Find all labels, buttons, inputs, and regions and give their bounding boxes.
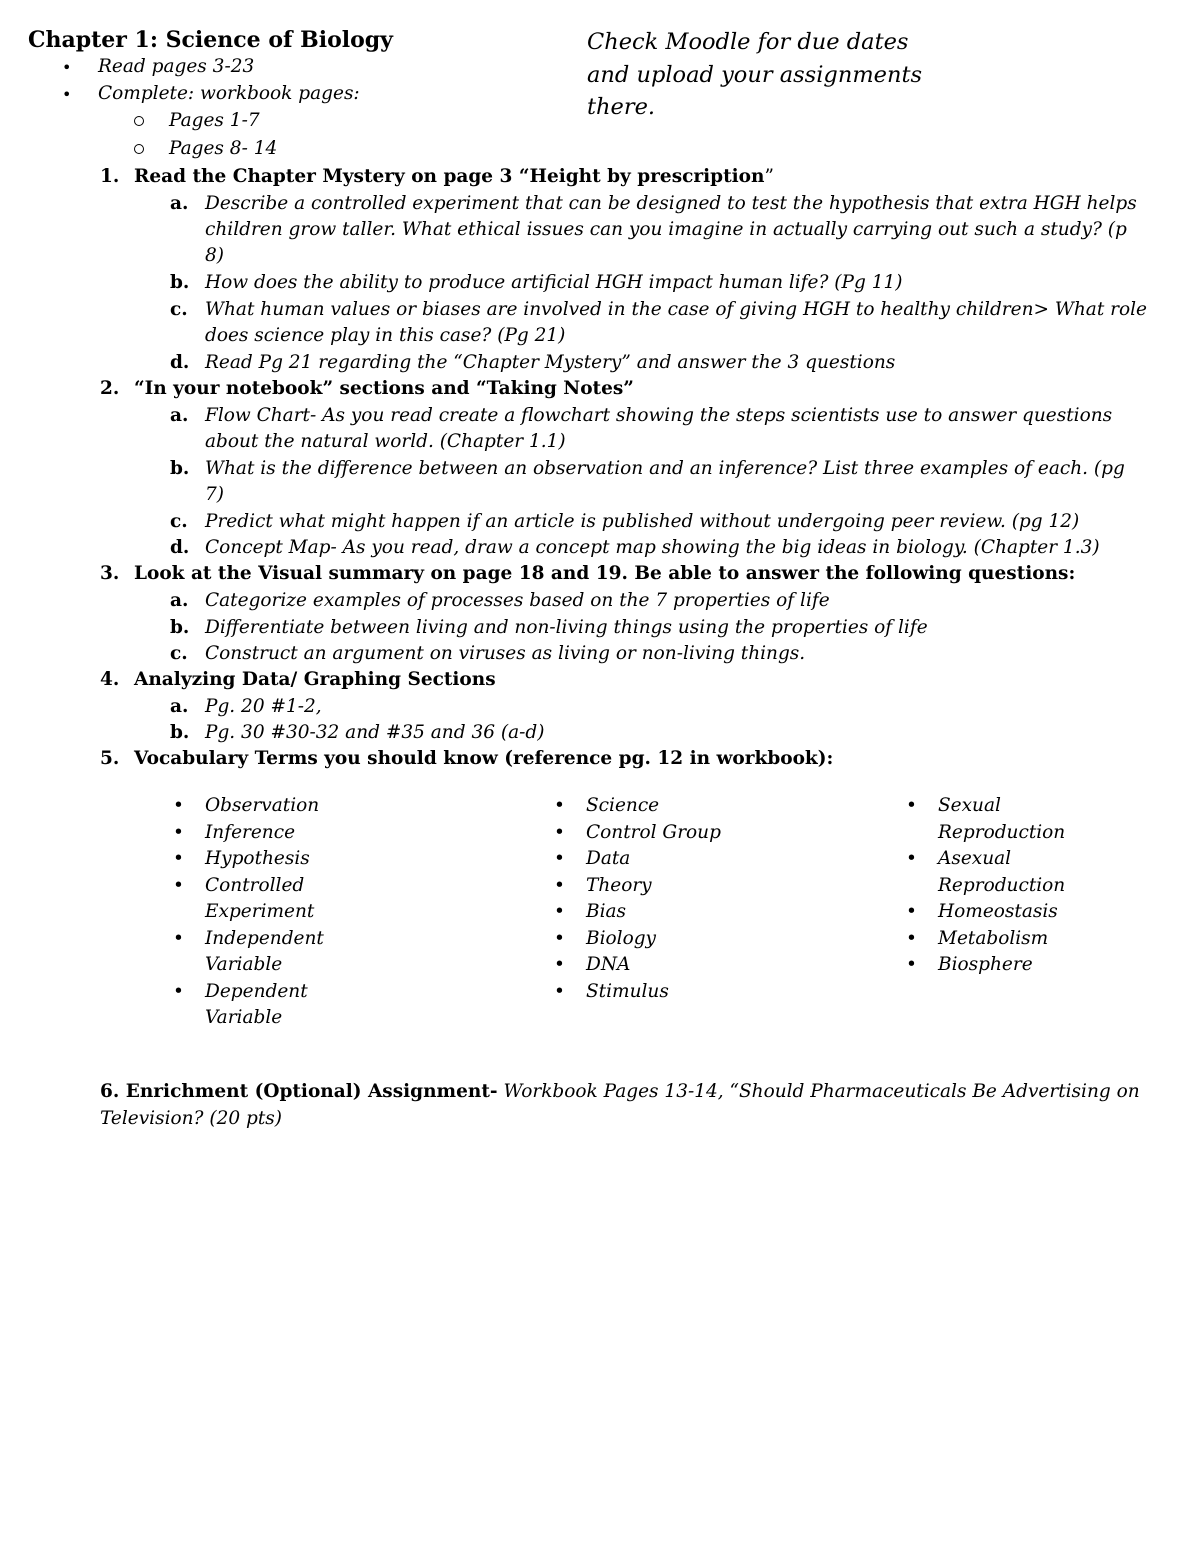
bullet-icon: • — [554, 927, 565, 949]
bullet-icon: • — [554, 874, 565, 896]
item-letter: a. — [170, 405, 189, 426]
item-text-line: 7) — [205, 484, 224, 505]
vocab-term — [173, 926, 324, 979]
section-title: Vocabulary Terms you should know (reference pg. 12 in workbook): — [134, 748, 834, 769]
vocab-term-text: Experiment — [205, 901, 315, 922]
item-letter: c. — [170, 299, 188, 320]
item-text-line: Pg. 20 #1-2, — [205, 696, 322, 717]
vocab-term — [554, 979, 721, 1006]
vocab-term-text: Metabolism — [938, 927, 1049, 949]
item-text-line: Construct an argument on viruses as living or non-living things. — [205, 643, 806, 664]
item-letter: b. — [170, 272, 190, 293]
bullet-icon: • — [906, 848, 917, 869]
vocab-term-text: Sexual — [938, 795, 1001, 816]
vocab-column-1 — [173, 793, 324, 1032]
item-text-line: How does the ability to produce artificial HGH impact human life? (Pg 11) — [205, 272, 903, 293]
vocab-term-text: Theory — [586, 874, 652, 896]
vocab-column-2 — [554, 793, 721, 1005]
vocab-term-text: Observation — [205, 795, 320, 816]
vocab-term — [554, 820, 721, 847]
vocab-term-text: Biology — [586, 927, 656, 949]
vocab-term — [173, 793, 324, 820]
item-text-line: Flow Chart- As you read create a flowchart showing the steps scientists use to answer questions — [205, 405, 1113, 426]
item-text-line: Concept Map- As you read, draw a concept map showing the big ideas in biology. (Chapter 1.3) — [205, 537, 1100, 558]
enrichment-text: Television? (20 pts) — [100, 1107, 282, 1129]
bullet-icon: • — [173, 927, 184, 949]
vocab-term-text: Homeostasis — [938, 901, 1058, 922]
vocab-term — [554, 793, 721, 820]
bullet-icon: • — [554, 821, 565, 843]
section-title: Look at the Visual summary on page 18 and 19. Be able to answer the following questions: — [134, 563, 1076, 584]
section-number: 3. — [100, 563, 120, 584]
enrichment-text: Workbook Pages 13-14, “Should Pharmaceuticals Be Advertising on — [497, 1081, 1140, 1102]
vocab-term — [906, 846, 1066, 899]
item-letter: c. — [170, 643, 188, 664]
vocab-term-text: DNA — [586, 954, 631, 975]
vocab-term-text: Variable — [205, 954, 283, 975]
intro-pages-1: Pages 1-7 — [169, 110, 260, 131]
bullet-icon: • — [554, 980, 565, 1002]
item-text-line: Pg. 30 #30-32 and #35 and 36 (a-d) — [205, 722, 545, 743]
vocab-term — [906, 899, 1065, 926]
vocab-term-text: Bias — [586, 901, 627, 922]
vocab-column-3 — [906, 793, 1066, 979]
vocab-term — [173, 820, 324, 847]
item-text-line: children grow taller. What ethical issues can you imagine in actually carrying out such a study? (p — [205, 219, 1127, 240]
item-text-line: 8) — [205, 245, 224, 266]
item-letter: d. — [170, 352, 190, 373]
item-text-line: does science play in this case? (Pg 21) — [205, 325, 566, 346]
circle-bullet-icon — [134, 116, 144, 126]
bullet-icon: • — [173, 795, 184, 816]
vocab-term — [906, 926, 1065, 953]
bullet-icon: • — [554, 954, 565, 975]
vocab-term — [554, 873, 721, 900]
section-number: 5. — [100, 748, 120, 769]
enrichment-label: 6. Enrichment (Optional) Assignment- — [100, 1081, 498, 1102]
item-letter: c. — [170, 511, 188, 532]
bullet-icon: • — [173, 874, 184, 896]
vocab-term-text: Reproduction — [938, 821, 1066, 843]
vocab-term — [173, 873, 324, 926]
vocab-term-text: Biosphere — [938, 954, 1033, 975]
vocab-term — [173, 846, 324, 873]
section-number: 2. — [100, 378, 120, 399]
bullet-icon: • — [554, 795, 565, 816]
vocab-term-text: Stimulus — [586, 980, 669, 1002]
vocab-term-text: Variable — [205, 1007, 283, 1028]
bullet-icon: • — [554, 901, 565, 922]
vocab-term — [554, 899, 721, 926]
item-letter: a. — [170, 590, 189, 611]
item-text-line: Describe a controlled experiment that can be designed to test the hypothesis that extra HGH helps — [205, 193, 1137, 214]
section-number: 4. — [100, 669, 120, 690]
vocab-term — [906, 793, 1066, 846]
vocab-term-text: Dependent — [205, 980, 308, 1002]
bullet-icon: • — [906, 901, 917, 922]
vocab-term-text: Science — [586, 795, 660, 816]
vocab-term — [554, 926, 721, 953]
intro-read: Read pages 3-23 — [98, 56, 255, 77]
item-text-line: Categorize examples of processes based on the 7 properties of life — [205, 590, 830, 611]
vocab-term — [554, 952, 721, 979]
section-title: “In your notebook” sections and “Taking Notes” — [134, 378, 634, 399]
page-title: Chapter 1: Science of Biology — [28, 27, 393, 53]
item-letter: a. — [170, 696, 189, 717]
bullet-icon: • — [906, 795, 917, 816]
moodle-note: Check Moodle for due dates and upload your assignments there. — [587, 29, 923, 120]
item-letter: b. — [170, 722, 190, 743]
bullet-icon: • — [173, 980, 184, 1002]
circle-bullet-icon — [134, 144, 144, 154]
bullet-icon: • — [62, 85, 72, 104]
vocab-term-text: Hypothesis — [205, 848, 310, 869]
intro-pages-2: Pages 8- 14 — [169, 138, 278, 159]
section-title: Analyzing Data/ Graphing Sections — [134, 669, 496, 690]
enrichment-assignment — [100, 1079, 1160, 1132]
vocab-term-text: Data — [586, 848, 631, 869]
vocab-term-text: Independent — [205, 927, 324, 949]
item-text-line: Predict what might happen if an article is published without undergoing peer review. (pg 12) — [205, 511, 1080, 532]
vocab-term-text: Controlled — [205, 874, 305, 896]
item-letter: d. — [170, 537, 190, 558]
item-text-line: Read Pg 21 regarding the “Chapter Mystery” and answer the 3 questions — [205, 352, 896, 373]
vocab-term — [554, 846, 721, 873]
section-title: Read the Chapter Mystery on page 3 “Height by prescription” — [134, 166, 774, 187]
bullet-icon: • — [906, 927, 917, 949]
bullet-icon: • — [62, 58, 72, 77]
bullet-icon: • — [173, 821, 184, 843]
item-text-line: What human values or biases are involved in the case of giving HGH to healthy children> What role — [205, 299, 1148, 320]
vocab-term — [906, 952, 1065, 979]
item-text-line: Differentiate between living and non-living things using the properties of life — [205, 617, 928, 638]
item-letter: b. — [170, 458, 190, 479]
vocab-term — [173, 979, 324, 1032]
vocab-term-text: Asexual — [938, 848, 1012, 869]
item-text-line: What is the difference between an observation and an inference? List three examples of each. (pg — [205, 458, 1125, 479]
bullet-icon: • — [173, 848, 184, 869]
item-letter: b. — [170, 617, 190, 638]
section-number: 1. — [100, 166, 120, 187]
intro-complete: Complete: workbook pages: — [98, 83, 360, 104]
vocab-term-text: Reproduction — [938, 874, 1066, 896]
item-letter: a. — [170, 193, 189, 214]
bullet-icon: • — [554, 848, 565, 869]
vocab-term-text: Control Group — [586, 821, 721, 843]
item-text-line: about the natural world. (Chapter 1.1) — [205, 431, 566, 452]
bullet-icon: • — [906, 954, 917, 975]
vocab-term-text: Inference — [205, 821, 296, 843]
